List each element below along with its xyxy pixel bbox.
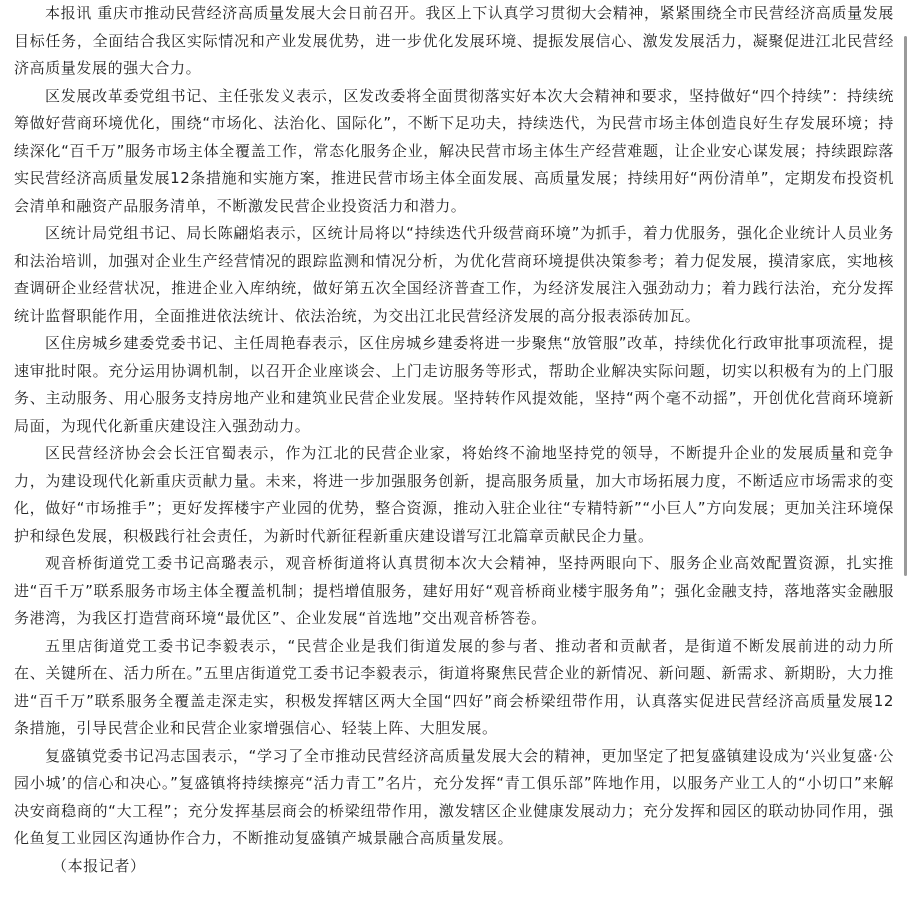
vertical-scrollbar[interactable] — [902, 0, 911, 910]
article-credit: （本报记者） — [52, 856, 146, 875]
article-paragraph-wulidian-street: 五里店街道党工委书记李毅表示，“民营企业是我们街道发展的参与者、推动者和贡献者，是街道不断发展前进的动力所在、关键所在、活力所在。”五里店街道党工委书记李毅表示，街道将聚焦民营企业的新情况、新问题、新需求、新期盼，大力推进“百千万”联系服务全覆盖走深走实，积极发挥辖区两大全国“四好”商会桥梁纽带作用，认真落实促进民营经济高质量发展12条措施，引导民营企业和民营企业家增强信心、轻装上阵、大胆发展。 — [14, 636, 894, 737]
article-body — [14, 0, 894, 880]
article-paragraph-housing-construction: 区住房城乡建委党委书记、主任周艳春表示，区住房城乡建委将进一步聚焦“放管服”改革，持续优化行政审批事项流程，提速审批时限。充分运用协调机制，以召开企业座谈会、上门走访服务等形式，帮助企业解决实际问题，切实以积极有为的上门服务、主动服务、用心服务支持房地产业和建筑业民营企业发展。坚持转作风提效能，坚持“两个毫不动摇”，开创优化营商环境新局面，为现代化新重庆建设注入强劲动力。 — [14, 334, 894, 435]
article-paragraph-private-economy-association: 区民营经济协会会长汪官蜀表示，作为江北的民营企业家，将始终不渝地坚持党的领导，不断提升企业的发展质量和竞争力，为建设现代化新重庆贡献力量。未来，将进一步加强服务创新，提高服务质量，加大市场拓展力度，不断适应市场需求的变化，做好“市场推手”；更好发挥楼宇产业园的优势，整合资源，推动入驻企业往“专精特新”“小巨人”方向发展；更加关注环境保护和绿色发展，积极践行社会责任，为新时代新征程新重庆建设谱写江北篇章贡献民企力量。 — [14, 444, 894, 545]
article-paragraph-guanyinqiao-street: 观音桥街道党工委书记高璐表示，观音桥街道将认真贯彻本次大会精神，坚持两眼向下、服务企业高效配置资源，扎实推进“百千万”联系服务市场主体全覆盖机制；提档增值服务，建好用好“观音桥商业楼宇服务角”；强化金融支持，落地落实金融服务港湾，为我区打造营商环境“最优区”、企业发展“首选地”交出观音桥答卷。 — [14, 554, 894, 627]
article-paragraph-development-reform: 区发展改革委党组书记、主任张发义表示，区发改委将全面贯彻落实好本次大会精神和要求，坚持做好“四个持续”：持续统筹做好营商环境优化，围绕“市场化、法治化、国际化”，不断下足功夫，持续迭代，为民营市场主体创造良好生存发展环境；持续深化“百千万”服务市场主体全覆盖工作，常态化服务企业，解决民营市场主体生产经营难题，让企业安心谋发展；持续跟踪落实民营经济高质量发展12条措施和实施方案，推进民营市场主体全面发展、高质量发展；持续用好“两份清单”，定期发布投资机会清单和融资产品服务清单，不断激发民营企业投资活力和潜力。 — [14, 86, 894, 215]
article-paragraph-statistics-bureau: 区统计局党组书记、局长陈翩焰表示，区统计局将以“持续迭代升级营商环境”为抓手，着力优服务，强化企业统计人员业务和法治培训，加强对企业生产经营情况的跟踪监测和情况分析，为优化营商环境提供决策参考；着力促发展，摸清家底，实地核查调研企业经营状况，推进企业入库纳统，做好第五次全国经济普查工作，为经济发展注入强劲动力；着力践行法治，充分发挥统计监督职能作用，全面推进依法统计、依法治统，为交出江北民营经济发展的高分报表添砖加瓦。 — [14, 224, 894, 325]
article-paragraph-fusheng-town: 复盛镇党委书记冯志国表示，“学习了全市推动民营经济高质量发展大会的精神，更加坚定了把复盛镇建设成为‘兴业复盛·公园小城’的信心和决心。”复盛镇将持续擦亮“活力青工”名片，充分发挥“青工俱乐部”阵地作用，以服务产业工人的“小切口”来解决安商稳商的“大工程”；充分发挥基层商会的桥梁纽带作用，激发辖区企业健康发展动力；充分发挥和园区的联动协同作用，强化鱼复工业园区沟通协作合力，不断推动复盛镇产城景融合高质量发展。 — [14, 746, 894, 847]
scrollbar-thumb[interactable] — [904, 36, 907, 576]
article-paragraph-lead: 本报讯 重庆市推动民营经济高质量发展大会日前召开。我区上下认真学习贯彻大会精神，紧紧围绕全市民营经济高质量发展目标任务，全面结合我区实际情况和产业发展优势，进一步优化发展环境、提振发展信心、激发发展活力，凝聚促进江北民营经济高质量发展的强大合力。 — [14, 4, 894, 77]
